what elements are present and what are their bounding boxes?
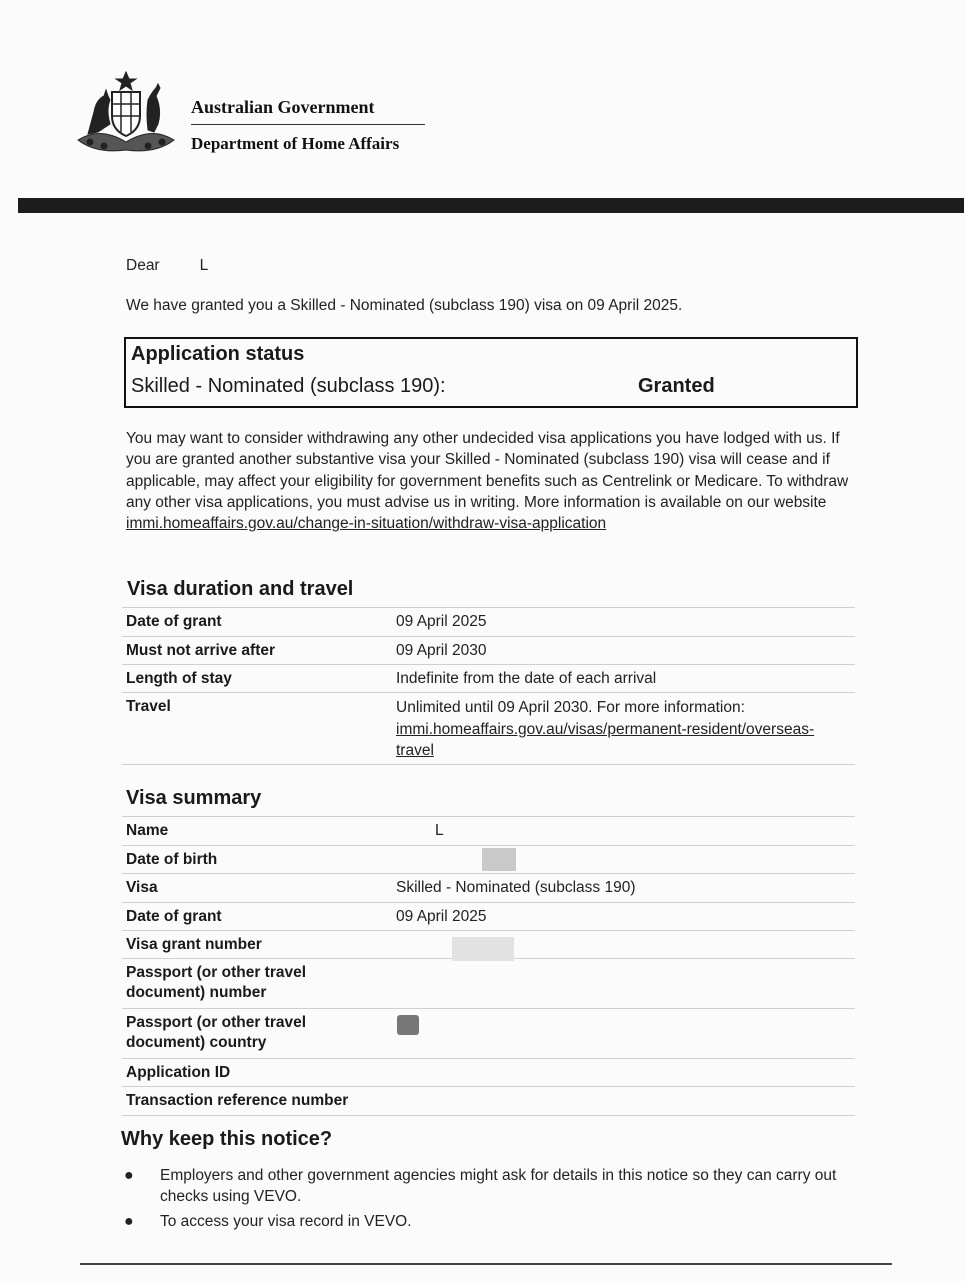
- row-value: L: [435, 822, 444, 839]
- row-label: Length of stay: [126, 670, 232, 687]
- table-row: [122, 665, 855, 693]
- salutation-word: Dear: [126, 257, 160, 274]
- list-item-text: To access your visa record in VEVO.: [160, 1213, 412, 1230]
- table-row: [122, 637, 855, 665]
- row-label: Passport (or other travel document) number: [126, 964, 307, 1001]
- withdraw-advice: [126, 428, 856, 534]
- row-label: Date of birth: [126, 851, 218, 868]
- row-label: Visa: [126, 879, 158, 896]
- table-row: [122, 608, 855, 637]
- row-value: 09 April 2025: [396, 613, 487, 630]
- agency-government: Australian Government: [191, 97, 375, 117]
- footer-divider: [80, 1263, 892, 1265]
- list-item: [120, 1211, 850, 1232]
- withdraw-advice-text: You may want to consider withdrawing any other undecided visa applications you have lodged with us. If you are granted another substantive visa your Skilled - Nominated (subclass 190) visa will cease and if applicable, may affect your eligibility for government benefits such as Centrelink or Medicare. To withdraw any other visa applications, you must advise us in writing. More information is available on our website: [126, 430, 849, 511]
- table-row: [122, 1059, 855, 1087]
- table-row: [122, 817, 855, 846]
- table-row: [122, 959, 855, 1009]
- row-label: Name: [126, 822, 169, 839]
- row-label: Visa grant number: [126, 936, 262, 953]
- duration-title: Visa duration and travel: [127, 578, 354, 600]
- redacted-field: [397, 1015, 419, 1035]
- header-bar: [18, 198, 964, 213]
- row-label: Travel: [126, 698, 171, 715]
- why-title: Why keep this notice?: [121, 1128, 333, 1150]
- table-row: [122, 1087, 855, 1116]
- row-value: [396, 697, 816, 762]
- bullet-icon: ●: [124, 1167, 134, 1184]
- row-label: Application ID: [126, 1064, 231, 1081]
- agency-department: Department of Home Affairs: [191, 134, 400, 153]
- withdraw-advice-link[interactable]: immi.homeaffairs.gov.au/change-in-situation/withdraw-visa-application: [126, 515, 607, 533]
- summary-title: Visa summary: [126, 787, 262, 809]
- row-value: 09 April 2030: [396, 642, 487, 659]
- row-label: Must not arrive after: [126, 642, 276, 659]
- coat-of-arms-icon: [70, 70, 182, 158]
- row-label: Date of grant: [126, 613, 222, 630]
- travel-link[interactable]: immi.homeaffairs.gov.au/visas/permanent-resident/overseas-travel: [396, 720, 815, 759]
- table-row: [122, 931, 855, 959]
- list-item: [120, 1165, 850, 1207]
- row-value: Skilled - Nominated (subclass 190): [396, 879, 636, 896]
- recipient-name: L: [199, 257, 209, 274]
- table-row: [122, 874, 855, 903]
- table-row: [122, 693, 855, 765]
- agency-name: [191, 96, 425, 154]
- travel-text: Unlimited until 09 April 2030. For more information:: [396, 699, 745, 716]
- status-visa: Skilled - Nominated (subclass 190):: [131, 375, 446, 397]
- redacted-field: [482, 848, 516, 871]
- why-list: [120, 1165, 850, 1236]
- redacted-field: [452, 937, 514, 961]
- row-value: Indefinite from the date of each arrival: [396, 670, 657, 687]
- table-row: [122, 903, 855, 931]
- row-label: Passport (or other travel document) country: [126, 1014, 307, 1051]
- table-row: [122, 1009, 855, 1059]
- row-value: 09 April 2025: [396, 908, 487, 925]
- grant-sentence: We have granted you a Skilled - Nominated (subclass 190) visa on 09 April 2025.: [126, 297, 683, 314]
- status-value: Granted: [638, 375, 715, 397]
- application-status-box: [124, 337, 858, 408]
- summary-table: [122, 816, 855, 1116]
- row-label: Transaction reference number: [126, 1092, 349, 1109]
- agency-divider: [191, 124, 425, 125]
- status-heading: Application status: [131, 343, 305, 365]
- row-label: Date of grant: [126, 908, 222, 925]
- duration-table: [122, 607, 855, 765]
- table-row: [122, 846, 855, 874]
- list-item-text: Employers and other government agencies might ask for details in this notice so they can carry out checks using VEVO.: [160, 1167, 837, 1205]
- salutation: [126, 255, 208, 276]
- bullet-icon: ●: [124, 1213, 134, 1230]
